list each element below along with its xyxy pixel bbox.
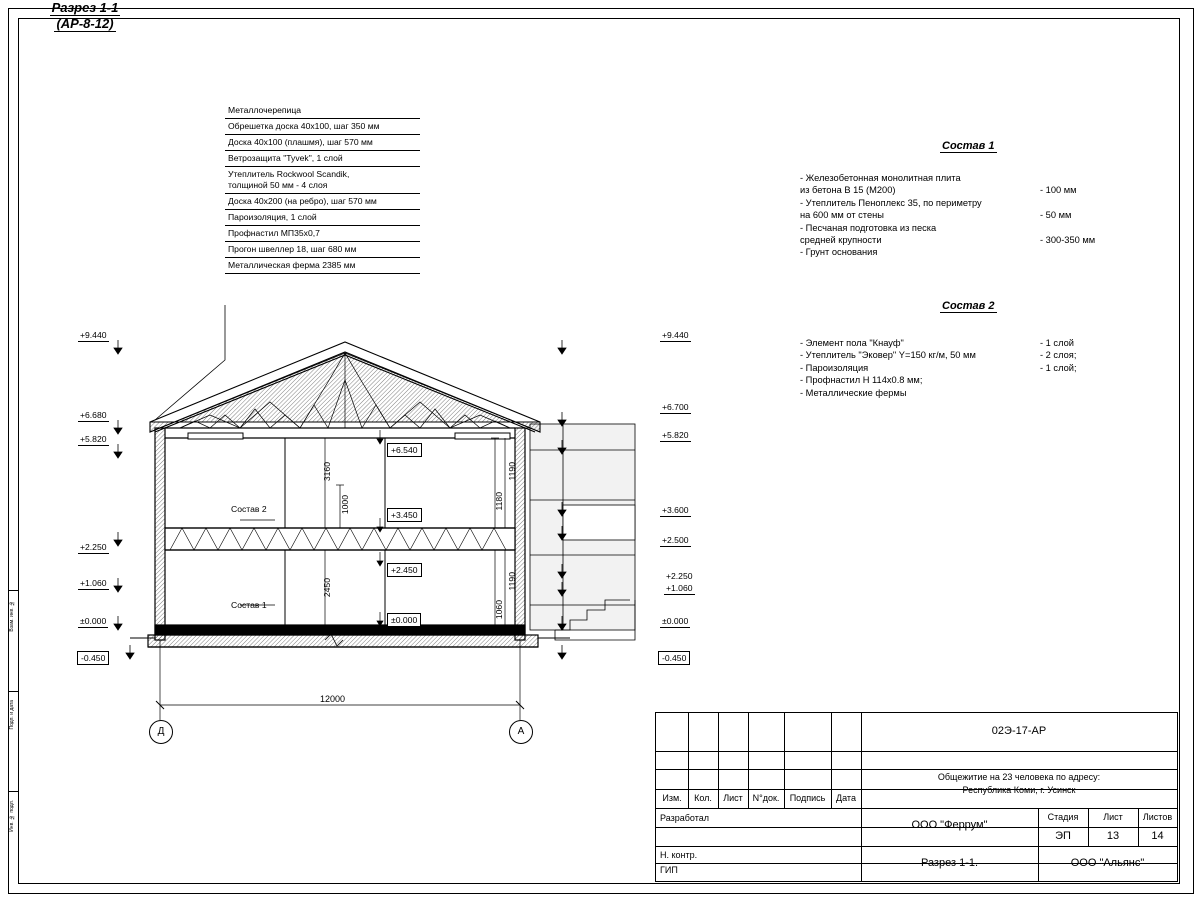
sostav2-line: - Пароизоляция - 1 слой; bbox=[800, 362, 1077, 373]
dimension-text: 1000 bbox=[340, 495, 350, 515]
level-mark: +6.700 bbox=[662, 402, 689, 412]
level-mark: ±0.000 bbox=[662, 616, 689, 626]
sostav2-title: Состав 2 bbox=[942, 300, 995, 312]
spec-row: толщиной 50 мм - 4 слоя bbox=[225, 180, 420, 194]
stamp-sheets-value: 14 bbox=[1151, 830, 1164, 842]
sostav1-line: на 600 мм от стены - 50 мм bbox=[800, 210, 1072, 221]
stamp-object-line1: Общежитие на 23 человека по адресу: bbox=[937, 772, 1101, 782]
sostav2-line: - Утеплитель "Эковер" Y=150 кг/м, 50 мм - 2 слоя; bbox=[800, 350, 1077, 361]
stamp-col-kol: Кол. bbox=[694, 793, 712, 803]
dimension-text: 2450 bbox=[322, 578, 332, 598]
spec-row: Доска 40х100 (плашмя), шаг 570 мм bbox=[225, 135, 420, 151]
level-mark: +2.250 bbox=[666, 571, 693, 581]
sostav2-block bbox=[800, 337, 1140, 399]
axis-mark-d: Д bbox=[149, 720, 173, 744]
level-mark: +2.500 bbox=[662, 535, 689, 545]
spec-row: Металлочерепица bbox=[225, 103, 420, 119]
stamp-code: 02Э-17-АР bbox=[991, 725, 1047, 737]
sostav2-line: - Металлические фермы bbox=[800, 387, 907, 398]
dimension-text: 1190 bbox=[507, 462, 517, 481]
side-stamp-text-0: Взам. инв. № bbox=[9, 600, 15, 632]
sostav1-block bbox=[800, 172, 1140, 259]
stamp-designer-org: ООО "Альянс" bbox=[1070, 857, 1145, 869]
dimension-text-12000: 12000 bbox=[320, 694, 346, 704]
side-stamp bbox=[8, 590, 18, 894]
sostav2-label: Состав 2 bbox=[231, 504, 267, 514]
sostav2-line: - Элемент пола "Кнауф" - 1 слой bbox=[800, 338, 1074, 348]
spec-row: Утеплитель Rockwool Scandik, bbox=[228, 169, 350, 179]
stamp-stage-value: ЭП bbox=[1055, 830, 1071, 842]
stamp-col-list: Лист bbox=[723, 793, 743, 803]
stamp-role-gip: ГИП bbox=[660, 865, 678, 875]
side-stamp-text-2: Инв. № подл. bbox=[9, 800, 15, 832]
sostav1-line: - Железобетонная монолитная плита bbox=[800, 173, 961, 183]
stamp-company: ООО "Феррум" bbox=[911, 819, 988, 831]
level-mark-boxed: +6.540 bbox=[387, 443, 422, 457]
level-mark: +1.060 bbox=[80, 578, 107, 588]
stamp-role-ncontr: Н. контр. bbox=[660, 850, 698, 860]
level-mark: +9.440 bbox=[662, 330, 689, 340]
level-mark: +9.440 bbox=[80, 330, 107, 340]
level-mark: +6.680 bbox=[80, 410, 107, 420]
sostav2-line: - Профнастил Н 114х0.8 мм; bbox=[800, 375, 923, 386]
stamp-sheets-header: Листов bbox=[1142, 812, 1173, 822]
level-mark: -0.450 bbox=[658, 651, 690, 665]
stamp-list-header: Лист bbox=[1103, 812, 1123, 822]
sostav1-title: Состав 1 bbox=[942, 140, 995, 152]
level-mark: +2.250 bbox=[80, 542, 107, 552]
level-mark: +1.060 bbox=[666, 583, 693, 593]
dimension-text: 1190 bbox=[507, 572, 517, 591]
stamp-col-ndok: N°док. bbox=[752, 793, 780, 803]
dimension-text: 1180 bbox=[494, 492, 504, 511]
sostav1-line: - Утеплитель Пеноплекс 35, по периметру bbox=[800, 197, 982, 208]
roof-spec-table bbox=[225, 103, 420, 274]
sostav1-label: Состав 1 bbox=[231, 600, 267, 610]
level-mark: ±0.000 bbox=[80, 616, 107, 626]
dimension-text: 1060 bbox=[494, 600, 504, 620]
stamp-object-line2: Республика Коми, г. Усинск bbox=[962, 785, 1076, 795]
level-mark-boxed: ±0.000 bbox=[387, 613, 421, 627]
stamp-col-izm: Изм. bbox=[662, 793, 682, 803]
sostav1-line: - Песчаная подготовка из песка bbox=[800, 222, 937, 233]
level-mark: +5.820 bbox=[80, 434, 107, 444]
sostav1-line: средней крупности - 300-350 мм bbox=[800, 235, 1096, 246]
axis-mark-a: А bbox=[509, 720, 533, 744]
stamp-col-podpis: Подпись bbox=[789, 793, 826, 803]
stamp-list-value: 13 bbox=[1106, 830, 1120, 842]
building-section-drawing bbox=[100, 320, 720, 740]
level-mark-boxed: +2.450 bbox=[387, 563, 422, 577]
spec-row: Доска 40х200 (на ребро), шаг 570 мм bbox=[225, 194, 420, 210]
side-stamp-text-1: Подп. и дата bbox=[9, 700, 15, 730]
level-mark: +5.820 bbox=[662, 430, 689, 440]
sostav1-line: из бетона В 15 (М200) - 100 мм bbox=[800, 185, 1077, 196]
spec-row: Пароизоляция, 1 слой bbox=[225, 210, 420, 226]
stamp-role-developer: Разработал bbox=[660, 813, 709, 823]
title-block bbox=[655, 712, 1178, 882]
spec-row: Ветрозащита "Tyvek", 1 слой bbox=[225, 151, 420, 167]
stamp-stage-header: Стадия bbox=[1047, 812, 1079, 822]
spec-row: Профнастил МП35х0,7 bbox=[225, 226, 420, 242]
stamp-drawing-name: Разрез 1-1. bbox=[920, 857, 979, 869]
sostav1-line: - Грунт основания bbox=[800, 247, 878, 258]
spec-row: Прогон швеллер 18, шаг 680 мм bbox=[225, 242, 420, 258]
spec-row: Металлическая ферма 2385 мм bbox=[225, 258, 420, 274]
page-subtitle: (АР-8-12) bbox=[56, 16, 114, 31]
level-mark: +3.600 bbox=[662, 505, 689, 515]
spec-row: Обрешетка доска 40х100, шаг 350 мм bbox=[225, 119, 420, 135]
page-title: Разрез 1-1 bbox=[51, 0, 119, 15]
level-mark: -0.450 bbox=[77, 651, 109, 665]
stamp-col-data: Дата bbox=[836, 793, 856, 803]
level-mark-boxed: +3.450 bbox=[387, 508, 422, 522]
dimension-text: 3160 bbox=[322, 462, 332, 482]
